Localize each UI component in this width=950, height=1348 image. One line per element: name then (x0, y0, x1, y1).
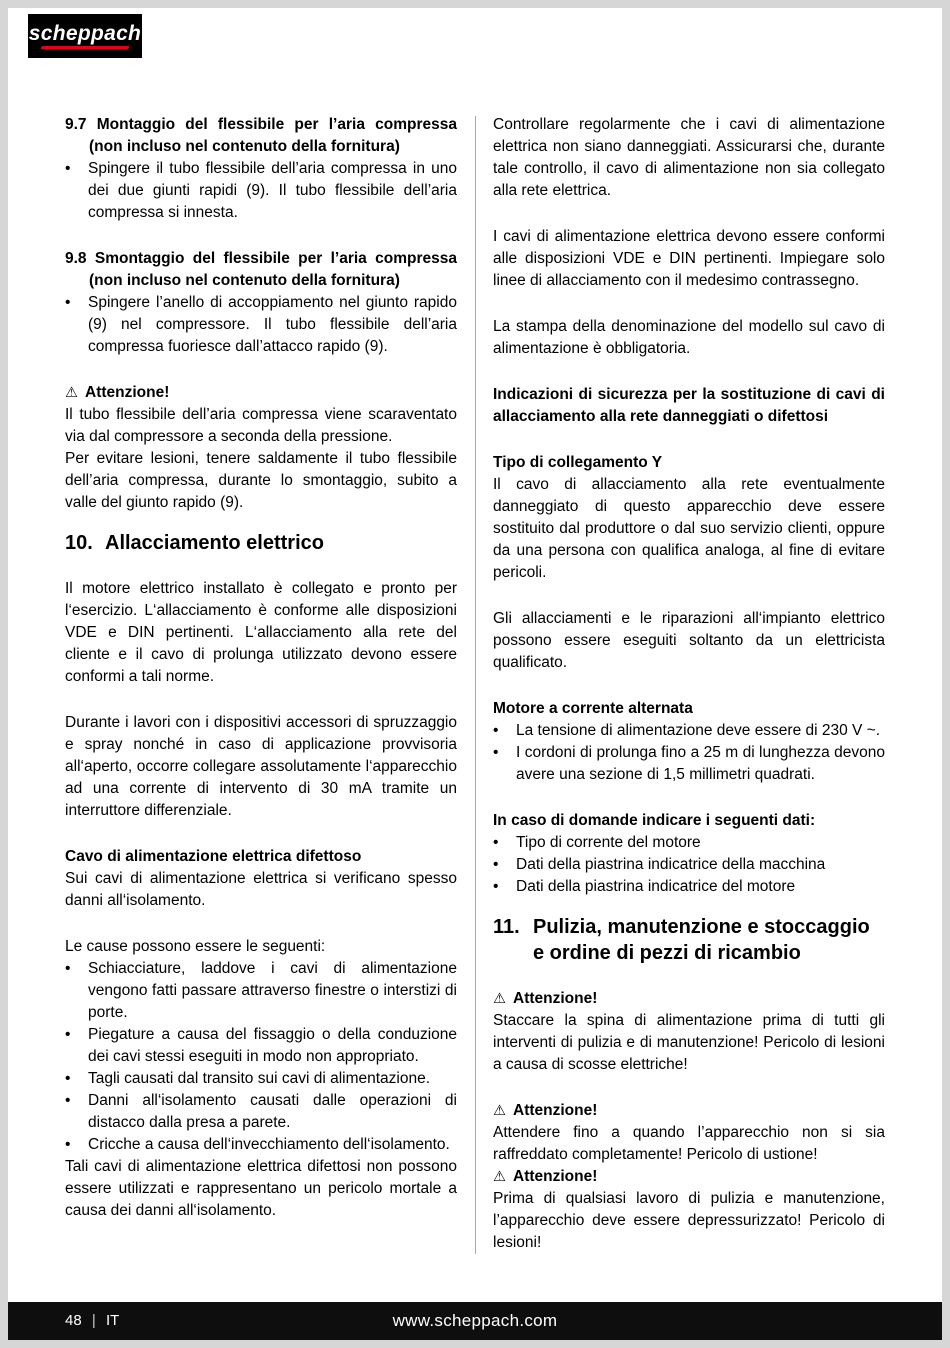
paragraph: La stampa della denominazione del modello sul cavo di alimentazione è obbligatoria. (493, 318, 885, 357)
spacer (493, 292, 885, 316)
list-item (65, 292, 457, 358)
paragraph: Controllare regolarmente che i cavi di alimentazione elettrica non siano danneggiati. Assicurarsi che, durante tale controllo, il cavo di alimentazione non sia collegato alla rete elettrica. (493, 116, 885, 199)
list-item-text: La tensione di alimentazione deve essere di 230 V ~. (516, 722, 881, 739)
paragraph: Staccare la spina di alimentazione prima di tutti gli interventi di pulizia e di manutenzione! Pericolo di lesioni a causa di scosse elettriche! (493, 1012, 885, 1073)
warning-icon: ⚠ (65, 385, 78, 401)
list-item-text: Spingere l’anello di accoppiamento nel giunto rapido (9) nel compressore. Il tubo flessibile dell’aria compressa fuoriesce dall’attacco rapido (9). (88, 294, 457, 355)
bullet-icon: • (65, 1136, 71, 1153)
bullet-icon: • (493, 834, 499, 851)
footer-language: IT (105, 1312, 120, 1329)
list-item (493, 832, 885, 854)
manual-page (8, 8, 942, 1340)
bullet-icon: • (493, 856, 499, 873)
bullet-icon: • (493, 744, 499, 761)
right-column (493, 114, 885, 1254)
warning-heading (493, 988, 885, 1010)
footer-page-number: 48 (65, 1312, 82, 1329)
page-header (8, 8, 942, 58)
warning-icon: ⚠ (493, 1169, 506, 1185)
chapter-title: Pulizia, manutenzione e stoccaggio e ordine di pezzi di ricambio (533, 916, 870, 964)
sub-heading: In caso di domande indicare i seguenti dati: (493, 812, 816, 829)
list-item-text: Schiacciature, laddove i cavi di alimentazione vengono fatti passare attraverso finestre o interstizi di porte. (88, 960, 457, 1021)
sub-heading: Indicazioni di sicurezza per la sostituzione di cavi di allacciamento alla rete danneggiati o difettosi (493, 386, 885, 425)
paragraph: I cavi di alimentazione elettrica devono essere conformi alle disposizioni VDE e DIN pertinenti. Impiegare solo linee di allacciamento con il medesimo contrassegno. (493, 228, 885, 289)
bullet-icon: • (65, 1070, 71, 1087)
spacer (65, 224, 457, 248)
warning-heading (493, 1166, 885, 1188)
paragraph: Tali cavi di alimentazione elettrica difettosi non possono essere utilizzati e rappresentano un pericolo mortale a causa dei danni all‘isolamento. (65, 1158, 457, 1219)
scheppach-logo (28, 14, 142, 58)
section-heading: 9.7 Montaggio del flessibile per l’aria compressa (non incluso nel contenuto della fornitura) (65, 116, 457, 155)
paragraph: Il motore elettrico installato è collegato e pronto per l‘esercizio. L‘allacciamento è conforme alle disposizioni VDE e DIN pertinenti. L‘allacciamento alla rete del cliente e il cavo di prolunga utilizzato devono essere conformi a tali norme. (65, 580, 457, 685)
footer-bar (8, 1302, 942, 1340)
spacer (493, 360, 885, 384)
list-item (493, 720, 885, 742)
list-item (493, 854, 885, 876)
column-divider (475, 116, 476, 1254)
warning-label: Attenzione! (85, 384, 170, 401)
bullet-icon: • (65, 1092, 71, 1109)
spacer (493, 428, 885, 452)
paragraph: Gli allacciamenti e le riparazioni all‘impianto elettrico possono essere eseguiti soltanto da un elettricista qualificato. (493, 610, 885, 671)
spacer (493, 1076, 885, 1100)
paragraph: Il cavo di allacciamento alla rete eventualmente danneggiato di questo apparecchio deve essere sostituito dal produttore o dal suo servizio clienti, oppure da una persona con qualifica analoga, al fine di evitare pericoli. (493, 476, 885, 581)
warning-icon: ⚠ (493, 991, 506, 1007)
list-item (65, 1024, 457, 1068)
spacer (493, 786, 885, 810)
warning-label: Attenzione! (513, 1168, 598, 1185)
spacer (493, 584, 885, 608)
warning-heading (65, 382, 457, 404)
bullet-icon: • (493, 878, 499, 895)
warning-icon: ⚠ (493, 1103, 506, 1119)
paragraph: Sui cavi di alimentazione elettrica si verificano spesso danni all‘isolamento. (65, 870, 457, 909)
logo-underline-swoosh (40, 46, 129, 49)
paragraph: Le cause possono essere le seguenti: (65, 938, 326, 955)
content-columns (65, 114, 885, 1254)
spacer (65, 688, 457, 712)
list-item (65, 958, 457, 1024)
warning-label: Attenzione! (513, 990, 598, 1007)
list-item-text: Spingere il tubo flessibile dell’aria compressa in uno dei due giunti rapidi (9). Il tubo flessibile dell’aria compressa si innesta. (88, 160, 457, 221)
list-item (65, 158, 457, 224)
left-column (65, 114, 457, 1254)
list-item-text: Dati della piastrina indicatrice della macchina (516, 856, 826, 873)
paragraph: Per evitare lesioni, tenere saldamente il tubo flessibile dell’aria compressa, durante lo smontaggio, subito a valle del giunto rapido (9). (65, 450, 457, 511)
spacer (65, 912, 457, 936)
spacer (65, 358, 457, 382)
list-item-text: Danni all‘isolamento causati dalle operazioni di distacco dalla presa a parete. (88, 1092, 457, 1131)
chapter-title: Allacciamento elettrico (105, 532, 324, 554)
bullet-icon: • (65, 294, 71, 311)
paragraph: Il tubo flessibile dell’aria compressa viene scaraventato via dal compressore a seconda della pressione. (65, 406, 457, 445)
spacer (65, 822, 457, 846)
bullet-icon: • (65, 1026, 71, 1043)
bullet-icon: • (65, 960, 71, 977)
sub-heading: Motore a corrente alternata (493, 700, 693, 717)
paragraph: Prima di qualsiasi lavoro di pulizia e manutenzione, l’apparecchio deve essere depressurizzato! Pericolo di lesioni! (493, 1190, 885, 1251)
spacer (493, 674, 885, 698)
footer-separator: | (91, 1312, 96, 1329)
bullet-icon: • (493, 722, 499, 739)
list-item-text: Piegature a causa del fissaggio o della conduzione dei cavi stessi eseguiti in modo non appropriato. (88, 1026, 457, 1065)
list-item-text: Tipo di corrente del motore (516, 834, 701, 851)
list-item (65, 1134, 457, 1156)
footer-website: www.scheppach.com (392, 1311, 558, 1330)
chapter-number: 11. (493, 916, 520, 938)
paragraph: Durante i lavori con i dispositivi accessori di spruzzaggio e spray nonché in caso di applicazione provvisoria all‘aperto, occorre collegare assolutamente l‘apparecchio ad una corrente di intervento di 30 mA tramite un interruttore differenziale. (65, 714, 457, 819)
logo-wordmark: scheppach (28, 22, 142, 45)
sub-heading: Cavo di alimentazione elettrica difettoso (65, 848, 362, 865)
warning-label: Attenzione! (513, 1102, 598, 1119)
list-item-text: Cricche a causa dell‘invecchiamento dell‘isolamento. (88, 1136, 450, 1153)
list-item-text: Tagli causati dal transito sui cavi di alimentazione. (88, 1070, 431, 1087)
chapter-heading (65, 530, 457, 556)
list-item (65, 1090, 457, 1134)
warning-heading (493, 1100, 885, 1122)
list-item (65, 1068, 457, 1090)
chapter-number: 10. (65, 532, 93, 554)
spacer (493, 202, 885, 226)
bullet-icon: • (65, 160, 71, 177)
footer-page-info (65, 1302, 119, 1340)
list-item (493, 876, 885, 898)
chapter-heading (493, 914, 885, 966)
paragraph: Attendere fino a quando l’apparecchio non si sia raffreddato completamente! Pericolo di ustione! (493, 1124, 885, 1163)
sub-heading: Tipo di collegamento Y (493, 454, 663, 471)
list-item (493, 742, 885, 786)
list-item-text: I cordoni di prolunga fino a 25 m di lunghezza devono avere una sezione di 1,5 millimetri quadrati. (516, 744, 885, 783)
section-heading: 9.8 Smontaggio del flessibile per l’aria compressa (non incluso nel contenuto della fornitura) (65, 250, 457, 289)
list-item-text: Dati della piastrina indicatrice del motore (516, 878, 796, 895)
